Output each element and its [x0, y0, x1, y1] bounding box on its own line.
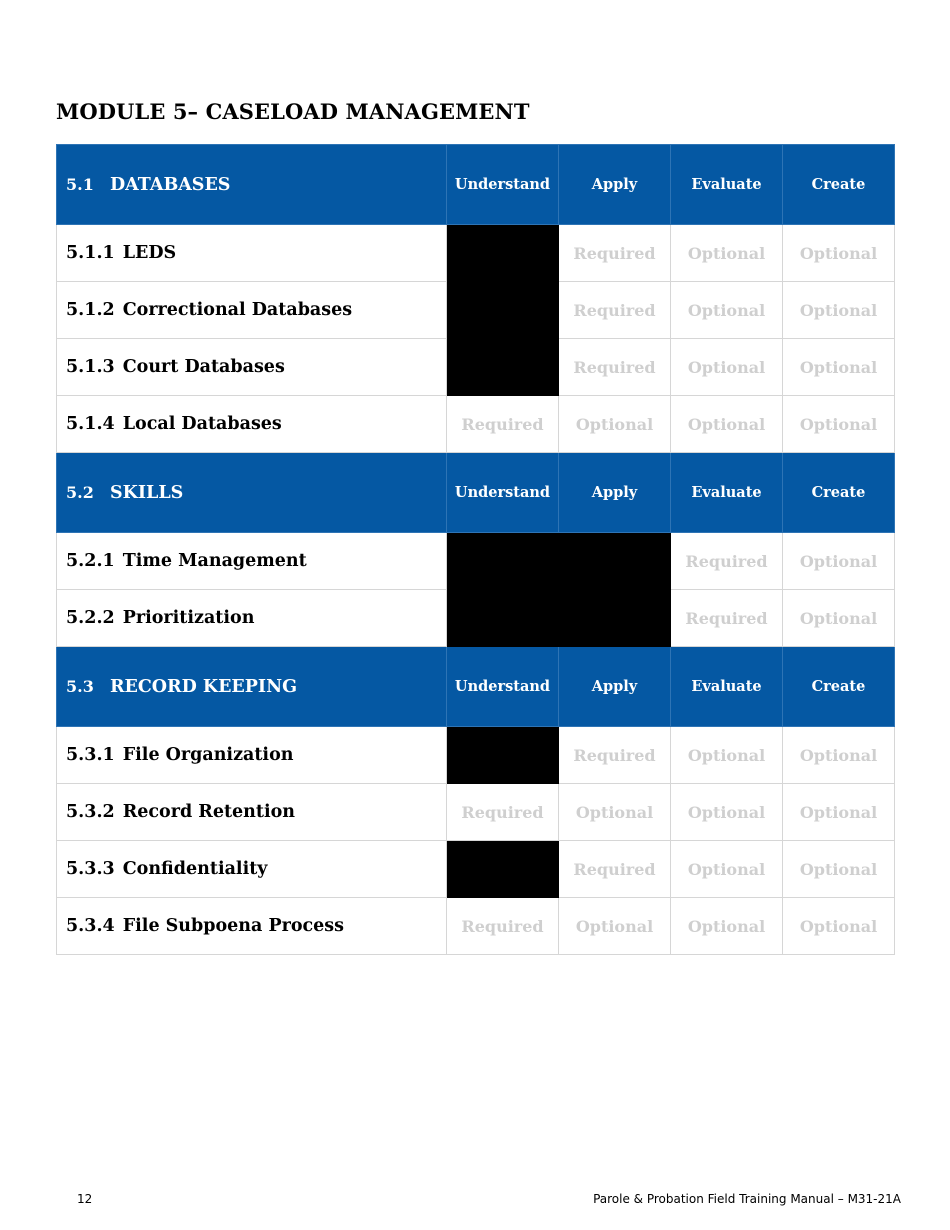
level-cell: Optional	[671, 784, 783, 841]
level-cell: Optional	[783, 898, 895, 955]
level-cell: Optional	[671, 898, 783, 955]
filled-level-cell	[447, 727, 559, 784]
level-cell: Required	[447, 784, 559, 841]
section-title	[57, 145, 447, 225]
topic-label: Local Databases	[122, 414, 282, 434]
level-header-apply: Apply	[559, 453, 671, 533]
topic-label: Time Management	[122, 551, 307, 571]
level-cell: Optional	[671, 225, 783, 282]
filled-level-cell	[447, 533, 559, 590]
section-label: SKILLS	[110, 482, 184, 503]
level-cell: Optional	[783, 533, 895, 590]
table-row	[57, 590, 895, 647]
level-cell: Optional	[783, 396, 895, 453]
page-number: 12	[77, 1192, 93, 1206]
topic-label: Prioritization	[122, 608, 255, 628]
topic-cell	[57, 225, 447, 282]
level-cell: Required	[559, 282, 671, 339]
topic-cell	[57, 339, 447, 396]
section-label: RECORD KEEPING	[110, 676, 298, 697]
topic-label: File Organization	[122, 745, 294, 765]
topic-number: 5.2.2	[66, 608, 115, 628]
level-cell: Required	[559, 841, 671, 898]
level-cell: Required	[559, 339, 671, 396]
filled-level-cell	[559, 590, 671, 647]
topic-number: 5.1.4	[66, 414, 115, 434]
table-row	[57, 396, 895, 453]
topic-cell	[57, 784, 447, 841]
level-cell: Required	[447, 396, 559, 453]
topic-label: Court Databases	[122, 357, 285, 377]
topic-number: 5.1.2	[66, 300, 115, 320]
filled-level-cell	[559, 533, 671, 590]
level-header-understand: Understand	[447, 647, 559, 727]
table-row	[57, 841, 895, 898]
level-header-create: Create	[783, 145, 895, 225]
level-cell: Optional	[671, 339, 783, 396]
section-header-row	[57, 647, 895, 727]
level-cell: Optional	[783, 225, 895, 282]
topic-label: Confidentiality	[122, 859, 268, 879]
topic-cell	[57, 898, 447, 955]
section-title	[57, 453, 447, 533]
level-header-apply: Apply	[559, 647, 671, 727]
topic-cell	[57, 590, 447, 647]
table-row	[57, 898, 895, 955]
level-cell: Optional	[559, 396, 671, 453]
level-cell: Optional	[559, 784, 671, 841]
level-cell: Optional	[783, 282, 895, 339]
section-number: 5.3	[66, 676, 94, 696]
topic-cell	[57, 727, 447, 784]
topic-cell	[57, 282, 447, 339]
document-name: Parole & Probation Field Training Manual – M31-21A	[593, 1192, 901, 1206]
table-row	[57, 282, 895, 339]
topic-number: 5.1.1	[66, 243, 115, 263]
level-header-understand: Understand	[447, 453, 559, 533]
level-cell: Required	[559, 727, 671, 784]
table-row	[57, 339, 895, 396]
section-header-row	[57, 145, 895, 225]
level-header-create: Create	[783, 647, 895, 727]
section-number: 5.1	[66, 174, 94, 194]
competency-table-body	[57, 145, 895, 955]
level-header-evaluate: Evaluate	[671, 453, 783, 533]
level-cell: Required	[447, 898, 559, 955]
level-cell: Optional	[671, 841, 783, 898]
level-header-evaluate: Evaluate	[671, 145, 783, 225]
section-label: DATABASES	[110, 174, 231, 195]
level-cell: Optional	[783, 727, 895, 784]
level-header-create: Create	[783, 453, 895, 533]
topic-number: 5.1.3	[66, 357, 115, 377]
topic-number: 5.3.1	[66, 745, 115, 765]
section-number: 5.2	[66, 482, 94, 502]
level-cell: Optional	[671, 727, 783, 784]
page-title: MODULE 5– CASELOAD MANAGEMENT	[56, 99, 530, 124]
table-row	[57, 533, 895, 590]
level-header-apply: Apply	[559, 145, 671, 225]
competency-table	[56, 144, 895, 955]
table-row	[57, 784, 895, 841]
filled-level-cell	[447, 225, 559, 282]
level-cell: Optional	[671, 282, 783, 339]
level-cell: Optional	[671, 396, 783, 453]
level-cell: Optional	[783, 784, 895, 841]
topic-number: 5.3.2	[66, 802, 115, 822]
filled-level-cell	[447, 590, 559, 647]
topic-number: 5.3.3	[66, 859, 115, 879]
section-header-row	[57, 453, 895, 533]
level-cell: Optional	[783, 841, 895, 898]
topic-number: 5.2.1	[66, 551, 115, 571]
topic-cell	[57, 533, 447, 590]
level-cell: Required	[671, 590, 783, 647]
topic-cell	[57, 841, 447, 898]
topic-label: LEDS	[122, 243, 177, 263]
level-cell: Optional	[783, 590, 895, 647]
level-cell: Optional	[559, 898, 671, 955]
filled-level-cell	[447, 282, 559, 339]
level-cell: Required	[559, 225, 671, 282]
topic-label: Record Retention	[122, 802, 296, 822]
table-row	[57, 225, 895, 282]
level-header-understand: Understand	[447, 145, 559, 225]
section-title	[57, 647, 447, 727]
topic-number: 5.3.4	[66, 916, 115, 936]
filled-level-cell	[447, 841, 559, 898]
level-cell: Required	[671, 533, 783, 590]
filled-level-cell	[447, 339, 559, 396]
table-row	[57, 727, 895, 784]
topic-cell	[57, 396, 447, 453]
topic-label: Correctional Databases	[122, 300, 353, 320]
level-header-evaluate: Evaluate	[671, 647, 783, 727]
topic-label: File Subpoena Process	[122, 916, 345, 936]
level-cell: Optional	[783, 339, 895, 396]
